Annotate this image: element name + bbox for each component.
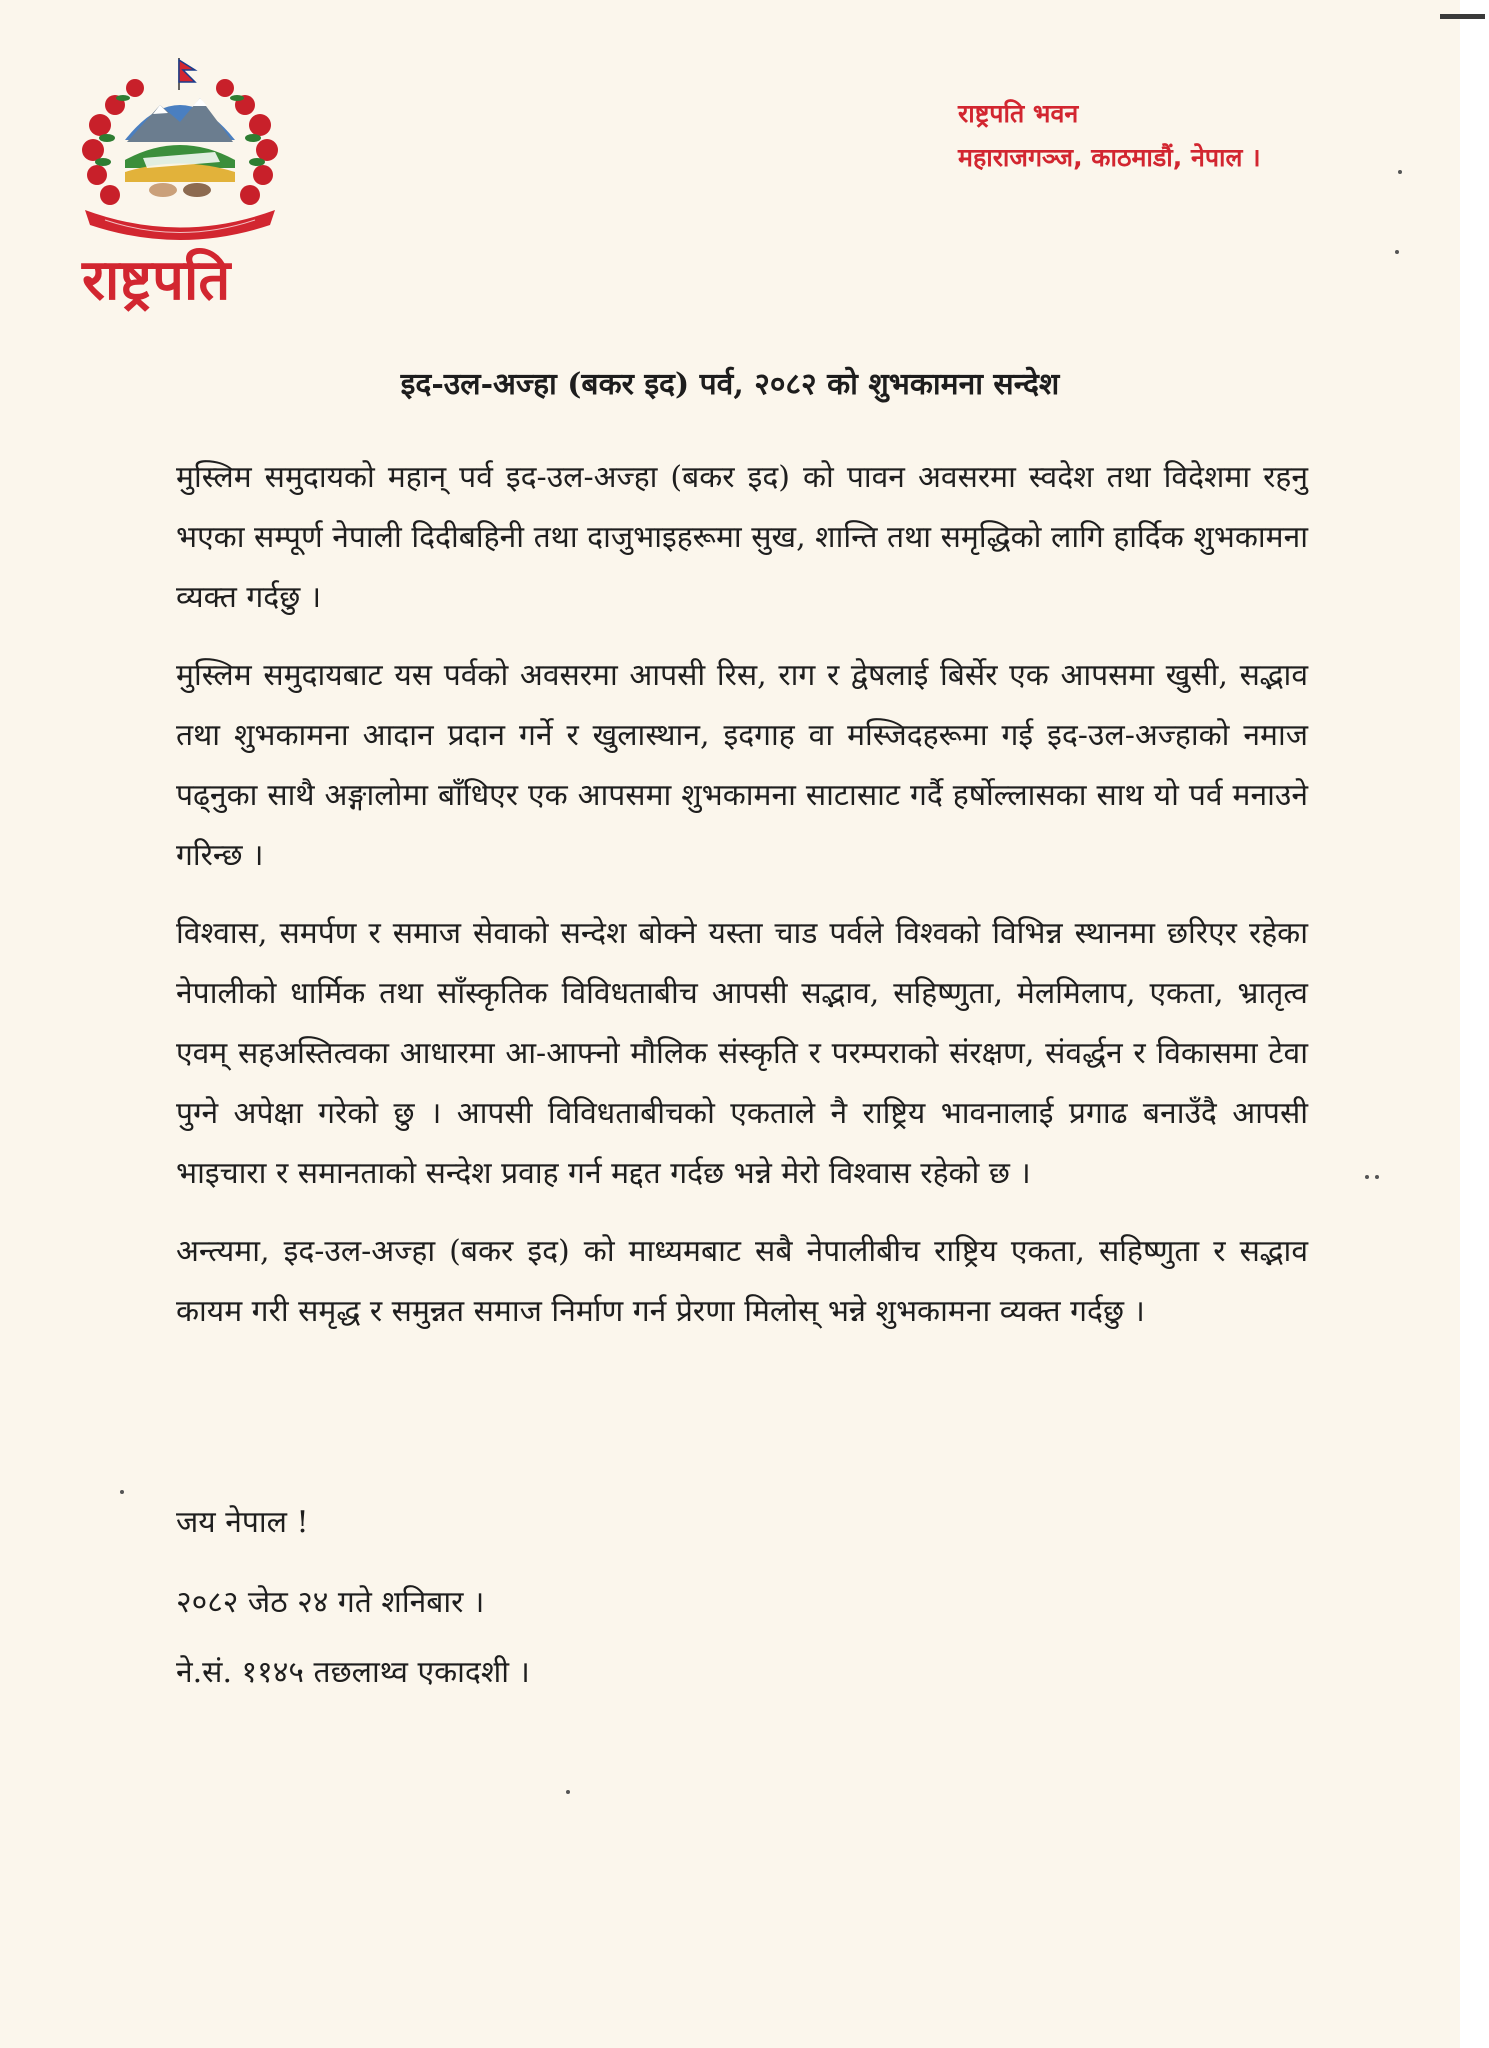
date-bikram-sambat: २०८२ जेठ २४ गते शनिबार । <box>176 1585 485 1620</box>
scan-margin <box>1460 0 1489 2048</box>
date-nepal-sambat: ने.सं. ११४५ तछलाथ्व एकादशी । <box>176 1655 530 1690</box>
document-title: इद-उल-अज्हा (बकर इद) पर्व, २०८२ को शुभकामना सन्देश <box>400 367 1060 402</box>
office-title: राष्ट्रपति <box>82 247 231 313</box>
scan-speck <box>566 1790 570 1794</box>
scan-speck <box>1375 1175 1379 1179</box>
paragraph-harmony: विश्वास, समर्पण र समाज सेवाको सन्देश बोक्ने यस्ता चाड पर्वले विश्वको विभिन्न स्थानमा छरिएर रहेका नेपालीको धार्मिक तथा साँस्कृतिक विविधताबीच आपसी सद्भाव, सहिष्णुता, मेलमिलाप, एकता, भ्रातृत्व एवम् सहअस्तित्वका आधारमा आ-आफ्नो मौलिक संस्कृति र परम्पराको संरक्षण, संवर्द्धन र विकासमा टेवा पुग्ने अपेक्षा गरेको छु । आपसी विविधताबीचको एकताले नै राष्ट्रिय भावनालाई प्रगाढ बनाउँदै आपसी भाइचारा र समानताको सन्देश प्रवाह गर्न मद्दत गर्दछ भन्ने मेरो विश्वास रहेको छ । <box>176 916 1308 1191</box>
address-line-building: राष्ट्रपति भवन <box>958 99 1079 128</box>
scan-speck <box>1398 170 1402 174</box>
address-line-city: महाराजगञ्ज, काठमाडौं, नेपाल । <box>958 143 1261 172</box>
letterhead-address <box>958 92 1261 180</box>
scan-speck <box>120 1490 124 1494</box>
paragraph-greeting: मुस्लिम समुदायको महान् पर्व इद-उल-अज्हा (बकर इद) को पावन अवसरमा स्वदेश तथा विदेशमा रहनु भएका सम्पूर्ण नेपाली दिदीबहिनी तथा दाजुभाइहरूमा सुख, शान्ति तथा समृद्धिको लागि हार्दिक शुभकामना व्यक्त गर्दछु । <box>176 460 1308 615</box>
scan-speck <box>1395 250 1399 254</box>
paragraph-conclusion: अन्त्यमा, इद-उल-अज्हा (बकर इद) को माध्यमबाट सबै नेपालीबीच राष्ट्रिय एकता, सहिष्णुता र सद्भाव कायम गरी समृद्ध र समुन्नत समाज निर्माण गर्न प्रेरणा मिलोस् भन्ने शुभकामना व्यक्त गर्दछु । <box>176 1234 1308 1329</box>
paragraph-celebration: मुस्लिम समुदायबाट यस पर्वको अवसरमा आपसी रिस, राग र द्वेषलाई बिर्सेर एक आपसमा खुसी, सद्भाव तथा शुभकामना आदान प्रदान गर्ने र खुलास्थान, इदगाह वा मस्जिदहरूमा गई इद-उल-अज्हाको नमाज पढ्नुका साथै अङ्गालोमा बाँधिएर एक आपसमा शुभकामना साटासाट गर्दै हर्षोल्लासका साथ यो पर्व मनाउने गरिन्छ । <box>176 658 1308 873</box>
closing-salutation: जय नेपाल ! <box>176 1505 309 1540</box>
scan-speck <box>1365 1175 1369 1179</box>
nepal-coat-of-arms-icon <box>55 50 305 250</box>
letter-body <box>176 448 1308 1360</box>
scan-mark <box>1440 14 1485 19</box>
